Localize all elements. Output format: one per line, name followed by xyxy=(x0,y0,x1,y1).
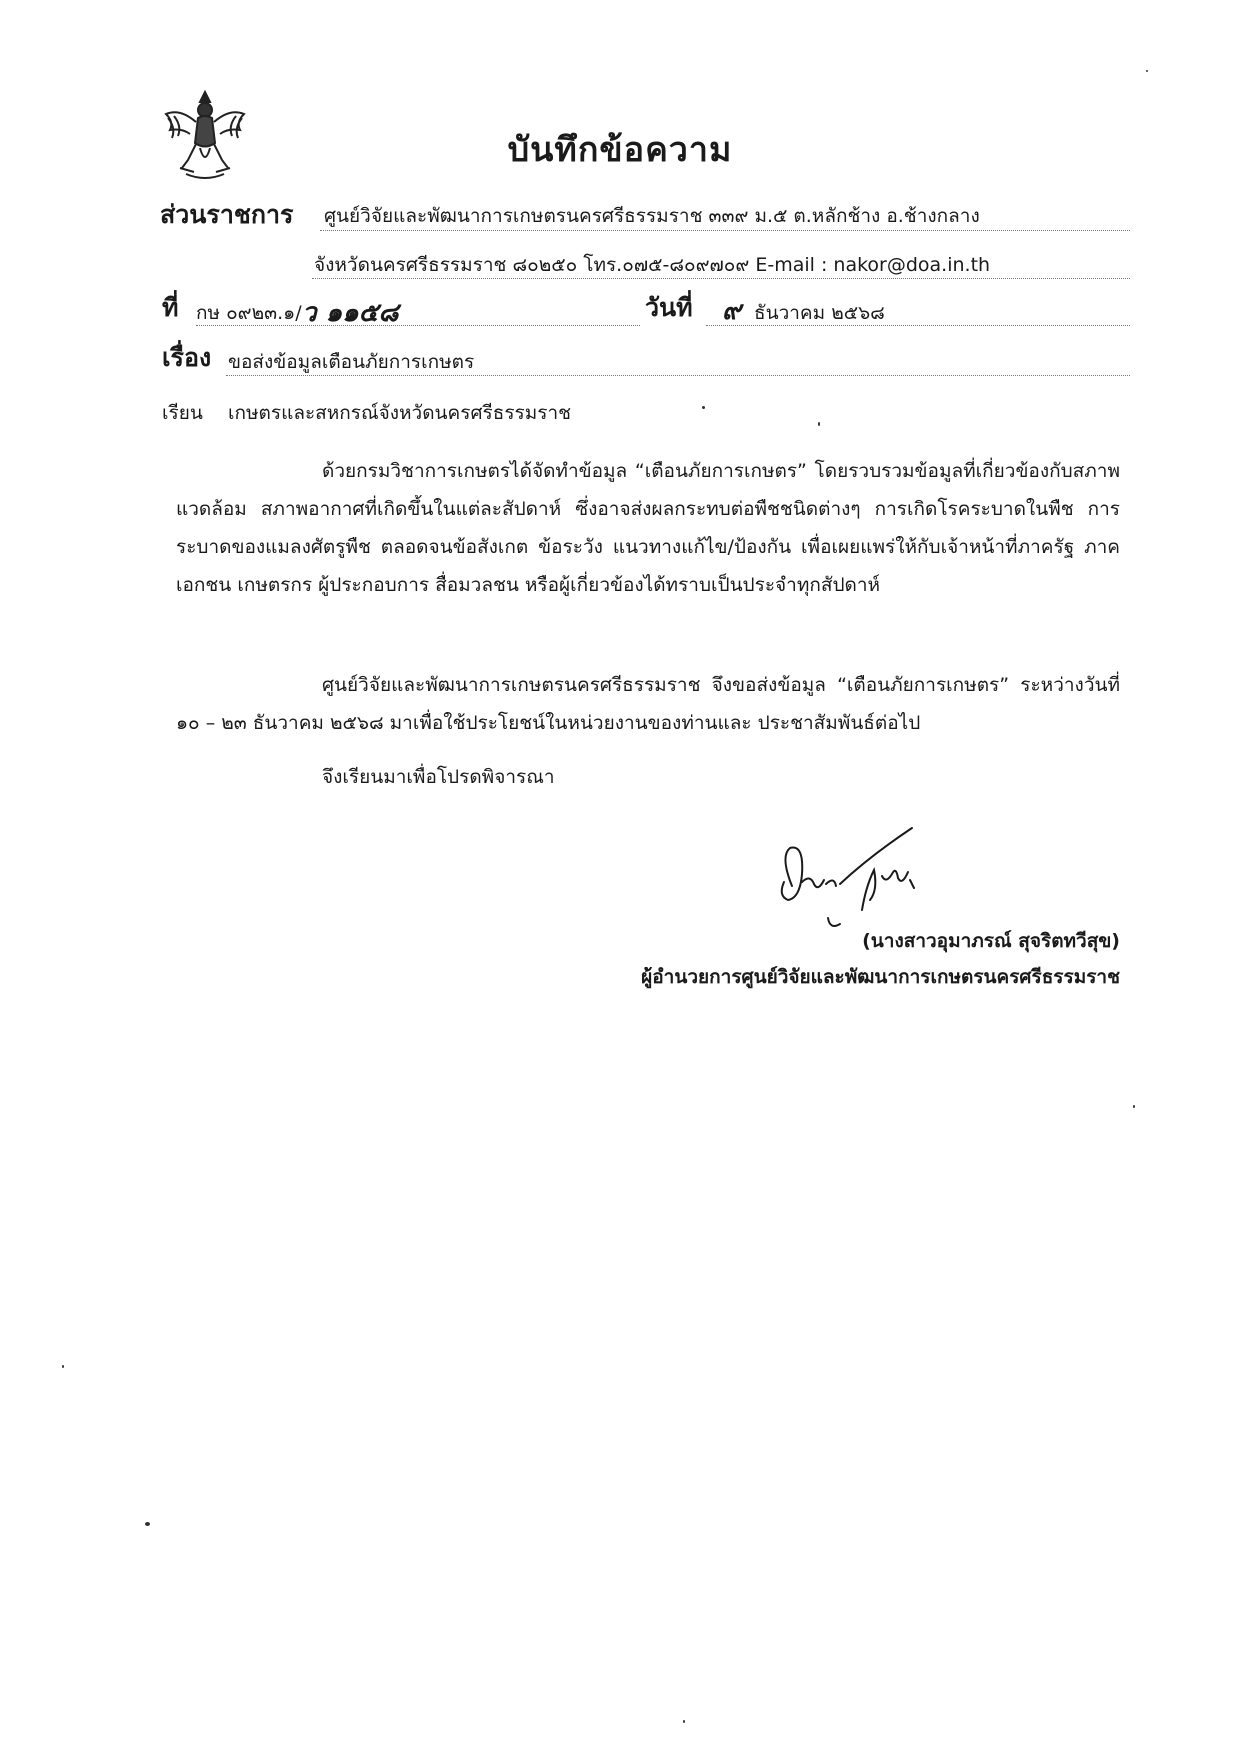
subject-underline xyxy=(226,375,1130,376)
date-label: วันที่ xyxy=(645,293,693,322)
agency-line-1: ศูนย์วิจัยและพัฒนาการเกษตรนครศรีธรรมราช ๓๓๙ ม.๕ ต.หลักช้าง อ.ช้างกลาง xyxy=(324,205,980,227)
ref-prefix: กษ ๐๙๒๓.๑/ xyxy=(196,302,302,324)
ref-number-handwritten: ว ๑๑๕๘ xyxy=(302,298,399,328)
ref-underline xyxy=(196,325,640,326)
signer-name: (นางสาวอุมาภรณ์ สุจริตทวีสุข) xyxy=(862,930,1120,952)
scan-speck xyxy=(683,1720,685,1723)
scan-speck xyxy=(1146,70,1148,72)
subject-text: ขอส่งข้อมูลเตือนภัยการเกษตร xyxy=(228,351,475,373)
date-day-handwritten: ๙ xyxy=(722,296,742,326)
agency-line-2: จังหวัดนครศรีธรรมราช ๘๐๒๕๐ โทร.๐๗๕-๘๐๙๗๐๙ E-mail : nakor@doa.in.th xyxy=(314,254,991,276)
to-label: เรียน xyxy=(162,402,203,424)
body-paragraph-1: ด้วยกรมวิชาการเกษตรได้จัดทำข้อมูล “เตือนภัยการเกษตร” โดยรวบรวมข้อมูลที่เกี่ยวข้องกับสภาพแวดล้อม สภาพอากาศที่เกิดขึ้นในแต่ละสัปดาห์ ซึ่งอาจส่งผลกระทบต่อพืชชนิดต่างๆ การเกิดโรคระบาดในพืช การระบาดของแมลงศัตรูพืช ตลอดจนข้อสังเกต ข้อระวัง แนวทางแก้ไข/ป้องกัน เพื่อเผยแพร่ให้กับเจ้าหน้าที่ภาครัฐ ภาคเอกชน เกษตรกร ผู้ประกอบการ สื่อมวลชน หรือผู้เกี่ยวข้องได้ทราบเป็นประจำทุกสัปดาห์ xyxy=(176,460,1120,596)
body-paragraph-2: ศูนย์วิจัยและพัฒนาการเกษตรนครศรีธรรมราช จึงขอส่งข้อมูล “เตือนภัยการเกษตร” ระหว่างวันที่ ๑๐ – ๒๓ ธันวาคม ๒๕๖๘ มาเพื่อใช้ประโยชน์ในหน่วยงานของท่านและ ประชาสัมพันธ์ต่อไป xyxy=(176,674,1120,734)
to-recipient: เกษตรและสหกรณ์จังหวัดนครศรีธรรมราช xyxy=(228,402,572,424)
agency-label: ส่วนราชการ xyxy=(160,200,294,229)
ref-label: ที่ xyxy=(162,293,179,322)
date-underline xyxy=(706,325,1130,326)
scan-speck xyxy=(62,1365,64,1368)
document-title: บันทึกข้อความ xyxy=(507,130,733,170)
handwritten-signature xyxy=(770,826,960,936)
closing-line: จึงเรียนมาเพื่อโปรดพิจารณา xyxy=(322,766,555,788)
scan-speck xyxy=(818,422,820,426)
agency-underline-1 xyxy=(320,230,1130,231)
agency-underline-2 xyxy=(312,278,1130,279)
scan-speck xyxy=(1133,1105,1135,1108)
subject-label: เรื่อง xyxy=(162,343,212,372)
scan-speck xyxy=(702,406,705,409)
date-rest: ธันวาคม ๒๕๖๘ xyxy=(754,302,885,324)
signer-position: ผู้อำนวยการศูนย์วิจัยและพัฒนาการเกษตรนครศรีธรรมราช xyxy=(641,966,1120,988)
scan-speck xyxy=(145,1522,150,1526)
